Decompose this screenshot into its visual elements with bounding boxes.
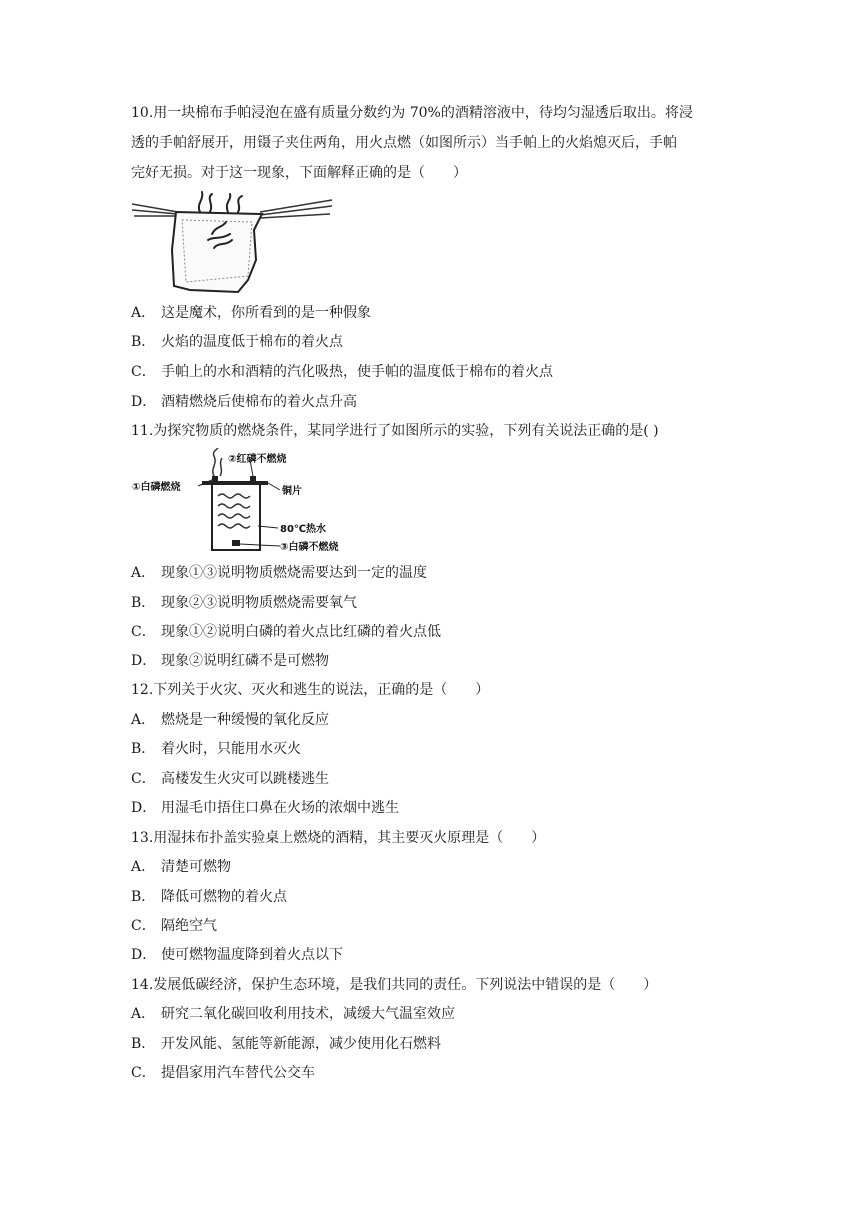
burning-handkerchief-figure (130, 190, 334, 294)
option-letter: D． (131, 653, 157, 669)
option-letter: B． (131, 889, 156, 905)
option-text: 提倡家用汽车替代公交车 (161, 1065, 315, 1081)
option-text: 这是魔术，你所看到的是一种假象 (161, 305, 371, 321)
option-text: 清楚可燃物 (161, 859, 231, 875)
option-letter: D． (131, 800, 157, 816)
option-text: 现象②说明红磷不是可燃物 (161, 653, 329, 669)
option-text: 火焰的温度低于棉布的着火点 (161, 334, 343, 350)
option-text: 隔绝空气 (161, 918, 217, 934)
option-text: 用湿毛巾捂住口鼻在火场的浓烟中逃生 (161, 800, 399, 816)
option-text: 燃烧是一种缓慢的氧化反应 (161, 712, 329, 728)
figure-label-underwater-phosphorus: ③白磷不燃烧 (280, 542, 339, 553)
option-letter: C． (131, 624, 156, 640)
question-14-option-a[interactable] (131, 1004, 455, 1024)
figure-label-copper-plate: 铜片 (282, 486, 302, 497)
option-letter: A． (131, 859, 156, 875)
question-13-option-b[interactable] (131, 887, 287, 907)
question-12-option-c[interactable] (131, 769, 329, 789)
question-11-option-d[interactable] (131, 651, 329, 671)
option-letter: D． (131, 394, 157, 410)
question-12-option-b[interactable] (131, 739, 301, 759)
question-10-option-c[interactable] (131, 362, 553, 382)
question-10-stem-line-3: 完好无损。对于这一现象，下面解释正确的是（ ） (131, 165, 467, 181)
question-10-stem-line-2: 透的手帕舒展开，用镊子夹住两角，用火点燃（如图所示）当手帕上的火焰熄灭后，手帕 (131, 135, 677, 151)
figure-label-white-phosphorus-burning: ①白磷燃烧 (132, 482, 181, 493)
option-letter: B． (131, 595, 156, 611)
question-12-option-a[interactable] (131, 710, 329, 730)
question-13-option-a[interactable] (131, 857, 231, 877)
figure-label-hot-water: 80℃热水 (280, 524, 327, 535)
option-text: 着火时，只能用水灭火 (161, 741, 301, 757)
option-letter: B． (131, 334, 156, 350)
option-text: 现象①②说明白磷的着火点比红磷的着火点低 (161, 624, 441, 640)
question-10-option-b[interactable] (131, 332, 343, 352)
option-letter: C． (131, 771, 156, 787)
option-letter: B． (131, 741, 156, 757)
question-14-option-c[interactable] (131, 1063, 315, 1083)
option-text: 高楼发生火灾可以跳楼逃生 (161, 771, 329, 787)
question-11-option-c[interactable] (131, 622, 441, 642)
question-12-option-d[interactable] (131, 798, 399, 818)
question-10-option-d[interactable] (131, 392, 357, 412)
option-text: 开发风能、氢能等新能源，减少使用化石燃料 (161, 1036, 441, 1052)
option-letter: A． (131, 565, 156, 581)
option-letter: A． (131, 305, 156, 321)
option-letter: A． (131, 1006, 156, 1022)
question-11-option-b[interactable] (131, 593, 357, 613)
option-letter: A． (131, 712, 156, 728)
option-text: 现象②③说明物质燃烧需要氧气 (161, 595, 357, 611)
option-text: 研究二氧化碳回收利用技术，减缓大气温室效应 (161, 1006, 455, 1022)
question-11-option-a[interactable] (131, 563, 427, 583)
option-letter: D． (131, 947, 157, 963)
option-letter: C． (131, 918, 156, 934)
figure-label-red-phosphorus: ②红磷不燃烧 (228, 454, 287, 465)
question-13-option-c[interactable] (131, 916, 217, 936)
option-letter: B． (131, 1036, 156, 1052)
option-text: 使可燃物温度降到着火点以下 (161, 947, 343, 963)
question-12-stem: 12.下列关于火灾、灭火和逃生的说法，正确的是（ ） (131, 682, 490, 698)
question-10-option-a[interactable] (131, 303, 371, 323)
question-13-option-d[interactable] (131, 945, 343, 965)
combustion-experiment-figure (130, 448, 360, 556)
option-text: 现象①③说明物质燃烧需要达到一定的温度 (161, 565, 427, 581)
option-letter: C． (131, 1065, 156, 1081)
option-text: 降低可燃物的着火点 (161, 889, 287, 905)
question-13-stem: 13.用湿抹布扑盖实验桌上燃烧的酒精，其主要灭火原理是（ ） (131, 830, 546, 846)
question-14-option-b[interactable] (131, 1034, 441, 1054)
question-11-stem: 11.为探究物质的燃烧条件，某同学进行了如图所示的实验，下列有关说法正确的是( ) (131, 423, 659, 439)
question-14-stem: 14.发展低碳经济，保护生态环境，是我们共同的责任。下列说法中错误的是（ ） (131, 977, 658, 993)
option-text: 酒精燃烧后使棉布的着火点升高 (161, 394, 357, 410)
option-letter: C． (131, 364, 156, 380)
question-10-stem-line-1: 10.用一块棉布手帕浸泡在盛有质量分数约为 70%的酒精溶液中，待均匀湿透后取出。将浸 (131, 105, 693, 121)
option-text: 手帕上的水和酒精的汽化吸热，使手帕的温度低于棉布的着火点 (161, 364, 553, 380)
